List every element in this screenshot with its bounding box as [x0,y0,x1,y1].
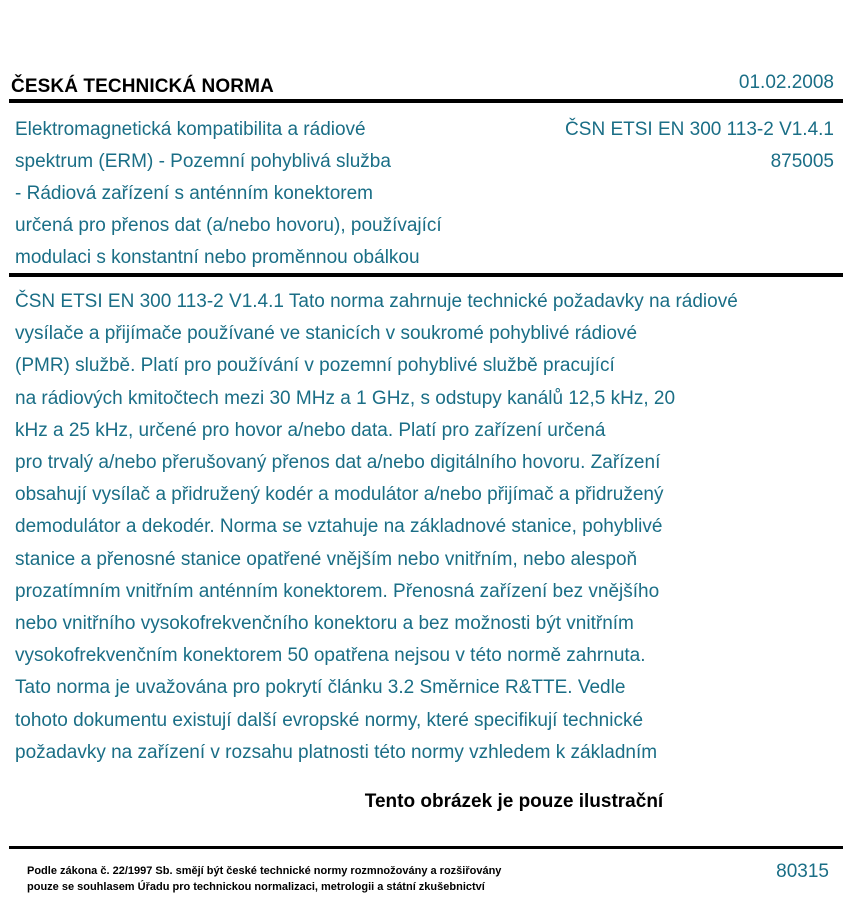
header-divider [9,99,843,103]
abstract-line: tohoto dokumentu existují další evropské normy, které specifikují technické [15,709,644,731]
illustration-disclaimer: Tento obrázek je pouze ilustrační [364,791,664,812]
abstract-line: nebo vnitřního vysokofrekvenčního konektoru a bez možnosti být vnitřním [15,613,634,635]
abstract-line: ČSN ETSI EN 300 113-2 V1.4.1 Tato norma zahrnuje technické požadavky na rádiové [15,291,738,312]
abstract-line: vysílače a přijímače používané ve stanicích v soukromé pohyblivé rádiové [15,323,638,345]
abstract-text [15,286,845,769]
catalog-number: 875005 [770,151,834,172]
abstract-line: požadavky na zařízení v rozsahu platnosti této normy vzhledem k základním [15,741,658,763]
subject-line: Elektromagnetická kompatibilita a rádiové [15,119,366,140]
document-number: 80315 [776,861,829,882]
abstract-line: vysokofrekvenčním konektorem 50 opatřena nejsou v této normě zahrnuta. [15,645,646,667]
subject-line: - Rádiová zařízení s anténním konektorem [15,183,374,204]
abstract-line: kHz a 25 kHz, určené pro hovor a/nebo data. Platí pro zařízení určená [15,419,606,441]
abstract-line: pro trvalý a/nebo přerušovaný přenos dat a/nebo digitálního hovoru. Zařízení [15,452,661,474]
publication-date: 01.02.2008 [738,72,834,93]
standard-subject [15,114,515,274]
copyright-line: Podle zákona č. 22/1997 Sb. smějí být české technické normy rozmnožovány a rozšiřovány [27,865,502,877]
copyright-line: pouze se souhlasem Úřadu pro technickou normalizaci, metrologii a státní zkušebnictví [27,881,485,893]
footer-divider [9,846,843,849]
abstract-line: Tato norma je uvažována pro pokrytí článku 3.2 Směrnice R&TTE. Vedle [15,677,626,699]
subject-divider [9,273,843,277]
abstract-line: stanice a přenosné stanice opatřené vnějším nebo vnitřním, nebo alespoň [15,548,638,570]
subject-line: spektrum (ERM) - Pozemní pohyblivá služba [15,151,391,172]
abstract-line: demodulátor a dekodér. Norma se vztahuje na základnové stanice, pohyblivé [15,516,663,538]
abstract-line: obsahují vysílač a přidružený kodér a modulátor a/nebo přijímač a přidružený [15,484,664,506]
abstract-line: (PMR) službě. Platí pro používání v pozemní pohyblivé službě pracující [15,355,615,377]
standard-identification [565,114,834,178]
standard-designation: ČSN ETSI EN 300 113-2 V1.4.1 [565,119,834,140]
abstract-line: prozatímním vnitřním anténním konektorem. Přenosná zařízení bez vnějšího [15,580,660,602]
subject-line: určená pro přenos dat (a/nebo hovoru), používající [15,215,442,236]
abstract-line: na rádiových kmitočtech mezi 30 MHz a 1 GHz, s odstupy kanálů 12,5 kHz, 20 [15,387,676,409]
copyright-notice [27,863,501,895]
subject-line: modulaci s konstantní nebo proměnnou obálkou [15,247,420,268]
document-title: ČESKÁ TECHNICKÁ NORMA [11,76,274,97]
